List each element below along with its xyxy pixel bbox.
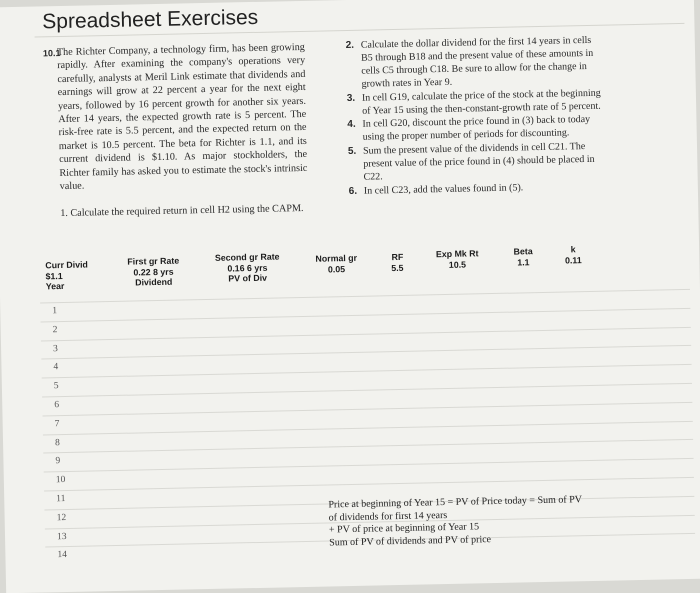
header-value: 5.5 [391, 262, 404, 273]
year-number: 10 [55, 475, 66, 486]
header-value: $1.1 [45, 270, 63, 281]
problem-statement [42, 41, 309, 221]
header-value: 10.5 [448, 259, 467, 270]
header-label: First gr Rate [127, 255, 180, 267]
note-line-2: of dividends for first 14 years [328, 509, 448, 523]
year-number: 4 [53, 362, 59, 373]
handwritten-formula-note [328, 493, 629, 549]
header-value: 0.11 [564, 254, 582, 265]
year-number: 1 [52, 306, 58, 317]
header-label: Curr Divid [45, 259, 88, 271]
year-number: 5 [53, 381, 59, 392]
problem-text: The Richter Company, a technology firm, has been growing rapidly. After examining the company's operations very carefully, analysts at Meril Link estimate that dividends and earnings will grow at 22 percent a year for the next eight years, followed by 16 percent growth for another six years. After 14 years, the expected growth rate is 5 percent. The risk-free rate is 5.5 percent, and the expected return on the market is 10.5 percent. The beta for Richter is 1.1, and its current dividend is $1.10. As major stockholders, the Richter family has asked you to estimate the stock's intrinsic value. [56, 41, 308, 193]
question-4: 4. In cell G20, discount the price found in (3) back to today using the proper number of periods for discounting. [358, 114, 606, 145]
header-rf [379, 252, 403, 273]
header-label: Exp Mk Rt [435, 248, 479, 260]
year-number: 11 [56, 493, 66, 505]
question-list [343, 35, 608, 200]
note-line-1: Price at beginning of Year 15 = PV of Price today = Sum of PV [328, 494, 583, 511]
year-number: 13 [56, 531, 67, 542]
header-curr-divid [45, 259, 88, 291]
year-number: 9 [55, 456, 61, 467]
year-number: 6 [54, 400, 60, 411]
year-number: 2 [52, 324, 58, 336]
note-line-4: Sum of PV of dividends and PV of price [329, 533, 492, 548]
header-label: Normal gr [315, 252, 358, 264]
question-1: 1. Calculate the required return in cell H2 using the CAPM. [60, 203, 304, 220]
year-number: 8 [54, 437, 60, 448]
header-sub: Year [45, 280, 65, 292]
header-second-gr-rate [199, 251, 296, 285]
header-value: 1.1 [517, 256, 530, 267]
header-first-gr-rate [111, 255, 196, 288]
question-5: 5. Sum the present value of the dividends in cell C21. The present value of the price found in (4) should be placed in C22. [359, 141, 608, 185]
note-line-3: + PV of price at beginning of Year 15 [328, 521, 480, 536]
year-number: 7 [54, 418, 60, 429]
year-number: 3 [52, 343, 58, 354]
header-sub: Dividend [135, 276, 173, 288]
question-3: 3. In cell G19, calculate the price of the stock at the beginning of Year 15 using the then-constant-growth rate of 5 percent. [358, 87, 606, 118]
question-6: 6. In cell C23, add the values found in (5). [360, 181, 608, 199]
problem-number: 10.1 [42, 48, 61, 59]
header-k [553, 244, 593, 266]
header-value: 0.22 8 yrs [133, 266, 174, 278]
header-beta [505, 246, 541, 268]
header-label: RF [391, 251, 404, 263]
year-number: 14 [57, 550, 68, 561]
header-value: 0.16 6 yrs [227, 262, 268, 274]
header-normal-gr [301, 253, 371, 275]
header-label: k [570, 244, 576, 255]
header-label: Beta [513, 246, 533, 257]
year-number: 12 [56, 512, 67, 523]
header-exp-mk-rt [425, 248, 489, 270]
header-sub: PV of Div [228, 272, 268, 284]
page-title: Spreadsheet Exercises [42, 5, 259, 34]
header-value: 0.05 [327, 263, 346, 274]
header-label: Second gr Rate [214, 251, 280, 263]
question-2: 2. Calculate the dollar dividend for the first 14 years in cells B5 through B18 and the present value of these amounts in cells C5 through C18. Be sure to allow for the change in growth rates in Year 9. [357, 35, 606, 92]
